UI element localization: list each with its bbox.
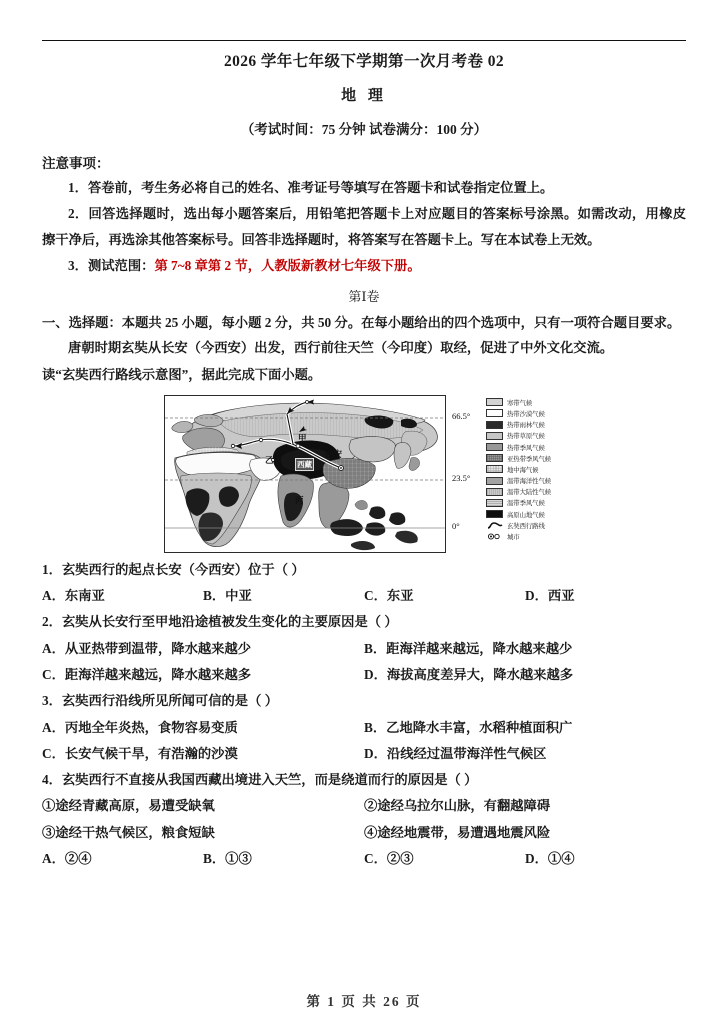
notice-item-3-prefix: 3．测试范围： [68,257,155,273]
option-b[interactable]: B．①③ [203,851,252,867]
legend-label: 寒带气候 [507,399,533,407]
map-label-jia: 甲 [298,432,307,443]
option-d[interactable]: D．西亚 [525,587,575,603]
notice-heading: 注意事项： [42,156,110,172]
page-footer: 第 1 页 共 26 页 [306,994,422,1009]
legend-label: 城市 [507,534,520,541]
legend-swatch-temperate-monsoon [486,499,503,507]
page-title: 2026 学年七年级下学期第一次月考卷 02 [223,53,505,70]
exam-meta: （考试时间：75 分钟 试卷满分：100 分） [240,122,488,138]
question-statements [42,820,686,846]
world-climate-map [165,396,445,552]
legend-label: 温带大陆性气候 [507,489,552,497]
question-stem: 4．玄奘西行不直接从我国西藏出境进入天竺，而是绕道而行的原因是（ ） [42,772,478,788]
question-options [42,636,686,662]
question-options [42,662,686,688]
document-header [42,0,686,138]
legend-item [486,486,564,497]
statement-4: ④途经地震带，易遭遇地震风险 [364,824,551,840]
lat-tick-2: 0° [452,520,460,531]
legend-label: 温带季风气候 [507,500,545,508]
question-statements [42,793,686,819]
option-d[interactable]: D．沿线经过温带海洋性气候区 [364,745,547,761]
legend-swatch-polar [486,398,503,406]
legend-item [486,531,564,542]
legend-swatch-subtropical-monsoon [486,454,503,462]
map-legend [486,395,564,553]
passage-line-2: 读“玄奘西行路线示意图”，据此完成下面小题。 [42,367,322,383]
legend-swatch-tropical-rainforest [486,421,503,429]
statement-1: ①途经青藏高原，易遭受缺氧 [42,798,215,814]
option-a[interactable]: A．②④ [42,851,92,867]
header-divider [42,40,686,41]
legend-swatch-temperate-maritime [486,477,503,485]
legend-swatch-route-icon [486,521,503,530]
legend-swatch-tropical-desert [486,409,503,417]
legend-swatch-city-icon [486,532,503,541]
question-stem: 3．玄奘西行沿线所见所闻可信的是（ ） [42,693,279,709]
map-frame [164,395,446,553]
legend-item [486,509,564,520]
option-a[interactable]: A．从亚热带到温带，降水越来越少 [42,640,252,656]
question-options [42,846,686,872]
legend-item [486,419,564,430]
notice-item-3 [42,253,686,279]
legend-label: 亚热带季风气候 [507,455,552,463]
lat-tick-0: 66.5° [452,410,471,421]
legend-label: 高原山地气候 [507,511,545,519]
option-d[interactable]: D．海拔高度差异大，降水越来越多 [364,666,574,682]
legend-label: 玄奘西行路线 [507,522,545,530]
option-b[interactable]: B．距海洋越来越远，降水越来越少 [364,640,573,656]
legend-item [486,453,564,464]
option-a[interactable]: A．东南亚 [42,587,105,603]
map-figure [164,395,564,553]
question-options [42,741,686,767]
notice-section [42,154,686,279]
map-label-tibet: 西藏 [297,459,312,469]
question-stem: 1．玄奘西行的起点长安（今西安）位于（ ） [42,561,305,577]
map-label-xian: 西安 [325,448,343,459]
option-c[interactable]: C．②③ [364,851,414,867]
legend-label: 温带海洋性气候 [507,478,552,486]
document-subject: 地 理 [341,88,387,105]
question-stem: 2．玄奘从长安行至甲地沿途植被发生变化的主要原因是（ ） [42,614,398,630]
legend-label: 热带草原气候 [507,433,545,441]
legend-swatch-highland [486,510,503,518]
option-b[interactable]: B．中亚 [203,587,252,603]
legend-item [486,397,564,408]
statement-3: ③途经干热气候区，粮食短缺 [42,824,215,840]
option-d[interactable]: D．①④ [525,851,575,867]
option-c[interactable]: C．长安气候干旱，有浩瀚的沙漠 [42,745,238,761]
statement-2: ②途经乌拉尔山脉，有翻越障碍 [364,798,551,814]
legend-label: 热带沙漠气候 [507,410,545,418]
legend-item [486,497,564,508]
notice-item-1: 1．答卷前，考生务必将自己的姓名、准考证号等填写在答题卡和试卷指定位置上。 [68,180,554,196]
legend-swatch-tropical-savanna [486,432,503,440]
legend-label: 热带季风气候 [507,444,545,452]
section-heading: 一、选择题：本题共 25 小题，每小题 2 分，共 50 分。在每小题给出的四个选项中，只有一项符合题目要求。 [42,314,681,330]
legend-item [486,441,564,452]
map-label-yi: 乙 [265,454,274,465]
passage-line-1: 唐朝时期玄奘从长安（今西安）出发，西行前往天竺（今印度）取经，促进了中外文化交流。 [68,340,614,356]
option-c[interactable]: C．东亚 [364,587,414,603]
legend-item [486,520,564,531]
volume-label: 第Ⅰ卷 [348,288,380,304]
legend-swatch-mediterranean [486,465,503,473]
option-a[interactable]: A．丙地全年炎热，食物容易变质 [42,719,238,735]
notice-item-3-range: 第 7~8 章第 2 节，人教版新教材七年级下册。 [154,257,421,273]
question-options [42,583,686,609]
lat-tick-1: 23.5° [452,472,471,483]
legend-swatch-tropical-monsoon [486,443,503,451]
legend-label: 热带雨林气候 [507,422,545,430]
question-options [42,715,686,741]
legend-item [486,464,564,475]
legend-label: 地中海气候 [507,466,539,474]
legend-swatch-temperate-continental [486,488,503,496]
legend-item [486,475,564,486]
latitude-axis [446,395,486,553]
option-c[interactable]: C．距海洋越来越远，降水越来越多 [42,666,252,682]
option-b[interactable]: B．乙地降水丰富，水稻种植面积广 [364,719,573,735]
notice-item-2: 2．回答选择题时，选出每小题答案后，用铅笔把答题卡上对应题目的答案标号涂黑。如需改动，用橡皮擦干净后，再选涂其他答案标号。回答非选择题时，将答案写在答题卡上。写在本试卷上无效。 [42,206,686,248]
legend-item [486,430,564,441]
figure-container [42,395,686,553]
legend-item [486,408,564,419]
map-label-bing: 丙 [295,494,304,505]
